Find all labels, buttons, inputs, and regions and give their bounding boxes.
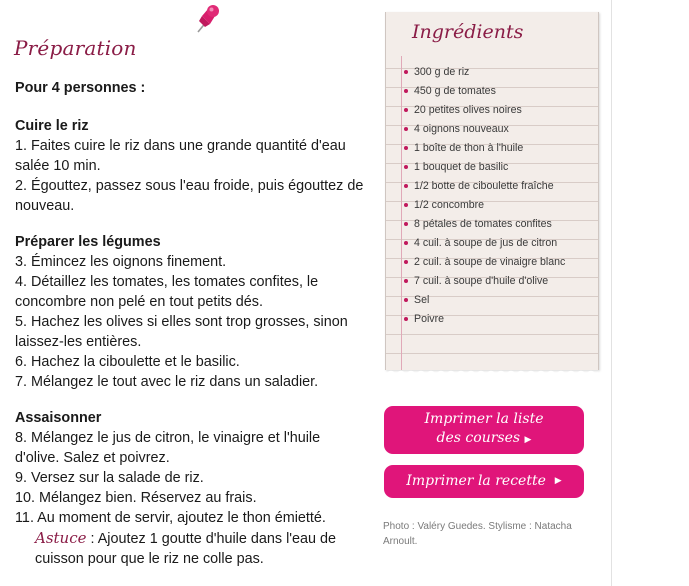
button-label-line1: Imprimer la liste xyxy=(424,411,544,427)
step: 2. Égouttez, passez sous l'eau froide, puis égouttez de nouveau. xyxy=(15,178,364,214)
step: 3. Émincez les oignons finement. xyxy=(15,254,227,270)
step: 5. Hachez les olives si elles sont trop grosses, sinon laissez-les entières. xyxy=(15,314,348,350)
ingredient-item: 8 pétales de tomates confites xyxy=(414,215,596,234)
ingredients-header xyxy=(386,12,598,56)
play-arrow-icon: ▶ xyxy=(524,435,532,445)
ingredient-item: 4 cuil. à soupe de jus de citron xyxy=(414,234,596,253)
tip-text: : Ajoutez 1 goutte d'huile dans l'eau de cuisson pour que le riz ne colle pas. xyxy=(35,531,337,567)
ingredient-item: 1/2 concombre xyxy=(414,196,596,215)
section-heading: Cuire le riz xyxy=(15,118,89,134)
step: 9. Versez sur la salade de riz. xyxy=(15,470,204,486)
section-heading: Préparer les légumes xyxy=(15,234,161,250)
section-seasoning xyxy=(15,408,365,528)
photo-credit: Photo : Valéry Guedes. Stylisme : Natacha Arnoult. xyxy=(383,521,572,547)
play-arrow-icon: ▶ xyxy=(554,476,562,486)
tip-label: Astuce xyxy=(35,529,87,547)
ingredient-item: 2 cuil. à soupe de vinaigre blanc xyxy=(414,253,596,272)
step: 8. Mélangez le jus de citron, le vinaigre et l'huile d'olive. Salez et poivrez. xyxy=(15,430,321,466)
column-divider xyxy=(611,0,612,586)
ingredient-item: 450 g de tomates xyxy=(414,82,596,101)
step: 7. Mélangez le tout avec le riz dans un saladier. xyxy=(15,374,319,390)
margin-line xyxy=(401,56,402,370)
section-vegetables xyxy=(15,232,365,392)
ingredient-item: 4 oignons nouveaux xyxy=(414,120,596,139)
ingredients-title: Ingrédients xyxy=(412,21,524,43)
print-shopping-list-button[interactable] xyxy=(384,406,584,454)
ingredient-item: Poivre xyxy=(414,310,596,329)
ingredients-card xyxy=(385,12,599,370)
ingredient-item: 300 g de riz xyxy=(414,63,596,82)
button-label: Imprimer la recette xyxy=(406,473,546,489)
ingredient-item: 1 bouquet de basilic xyxy=(414,158,596,177)
ingredient-item: 20 petites olives noires xyxy=(414,101,596,120)
pushpin-icon xyxy=(188,0,224,40)
section-heading: Assaisonner xyxy=(15,410,102,426)
step: 10. Mélangez bien. Réservez au frais. xyxy=(15,490,257,506)
ingredients-list xyxy=(414,63,596,329)
tip xyxy=(15,528,365,569)
step: 4. Détaillez les tomates, les tomates confites, le concombre non pelé en tout petits dés. xyxy=(15,274,319,310)
servings: Pour 4 personnes : xyxy=(15,80,146,96)
step: 11. Au moment de servir, ajoutez le thon émietté. xyxy=(15,510,326,526)
step: 1. Faites cuire le riz dans une grande quantité d'eau salée 10 min. xyxy=(15,138,346,174)
preparation-body xyxy=(15,78,365,569)
ingredient-item: Sel xyxy=(414,291,596,310)
preparation-title: Préparation xyxy=(14,36,137,60)
button-label-line2: des courses xyxy=(436,430,521,446)
section-cook-rice xyxy=(15,116,365,216)
step: 6. Hachez la ciboulette et le basilic. xyxy=(15,354,240,370)
print-recipe-button[interactable] xyxy=(384,465,584,498)
ingredient-item: 1/2 botte de ciboulette fraîche xyxy=(414,177,596,196)
ingredient-item: 1 boîte de thon à l'huile xyxy=(414,139,596,158)
ingredient-item: 7 cuil. à soupe d'huile d'olive xyxy=(414,272,596,291)
